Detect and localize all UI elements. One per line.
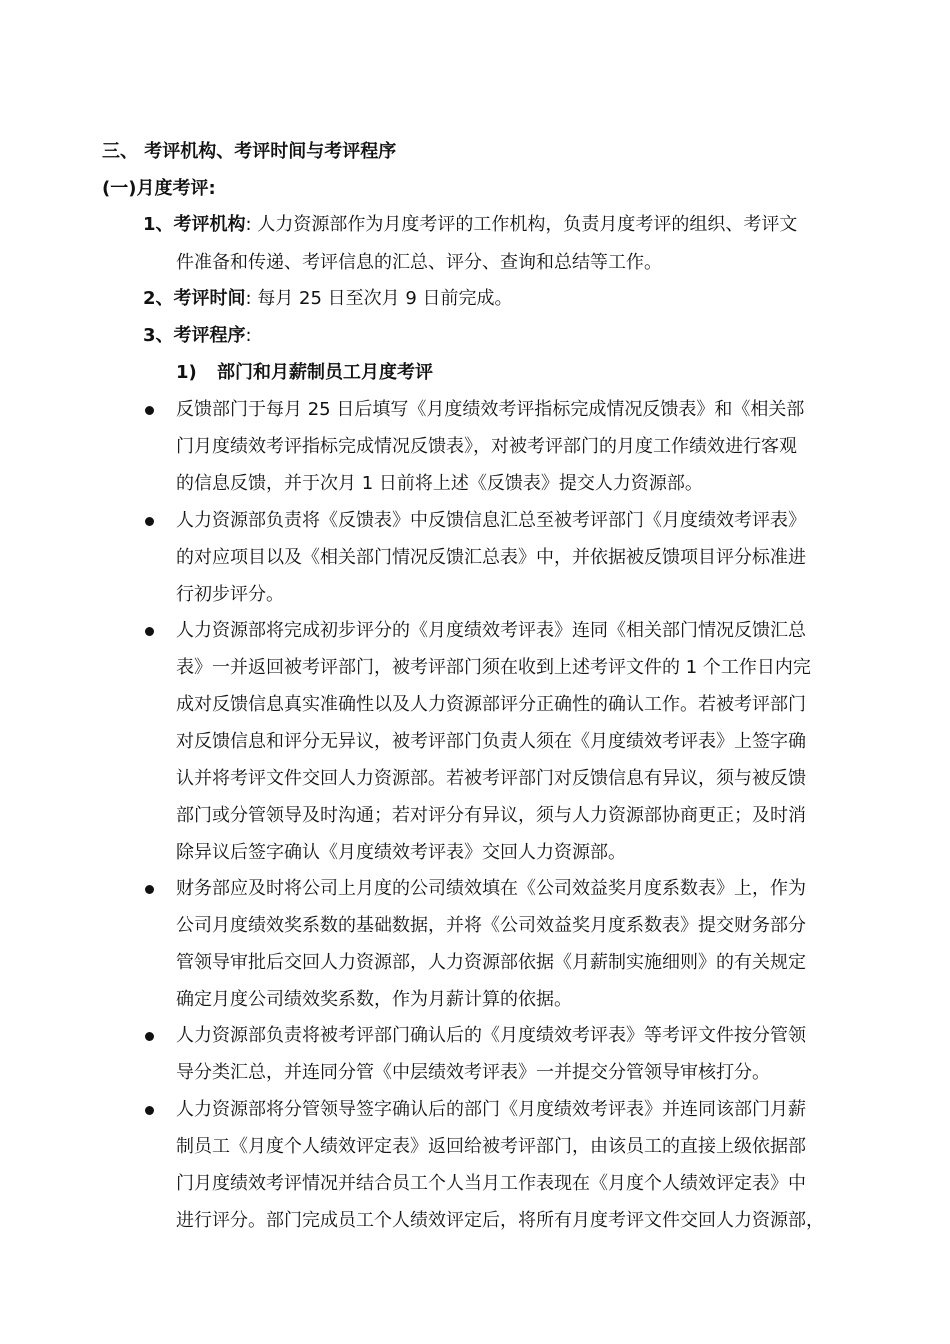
item-text: : 人力资源部作为月度考评的工作机构，负责月度考评的组织、考评文 [245, 214, 798, 235]
item-label: 考评程序 [173, 325, 246, 346]
bullet-paragraph-line: 部门或分管领导及时沟通；若对评分有异议，须与人力资源部协商更正；及时消 [176, 805, 806, 826]
bullet-paragraph-line: 认并将考评文件交回人力资源部。若被考评部门对反馈信息有异议，须与被反馈 [176, 768, 806, 789]
bullet-paragraph-line: 人力资源部将完成初步评分的《月度绩效考评表》连同《相关部门情况反馈汇总 [176, 620, 806, 641]
bullet-paragraph-line: 人力资源部负责将《反馈表》中反馈信息汇总至被考评部门《月度绩效考评表》 [176, 510, 806, 531]
bullet-paragraph-line: 的对应项目以及《相关部门情况反馈汇总表》中，并依据被反馈项目评分标准进 [176, 547, 806, 568]
item-3 [143, 326, 252, 346]
bullet-paragraph-line: 成对反馈信息真实准确性以及人力资源部评分正确性的确认工作。若被考评部门 [176, 694, 806, 715]
section-heading: 三、 考评机构、考评时间与考评程序 [102, 141, 397, 162]
item-1-continuation: 件准备和传递、考评信息的汇总、评分、查询和总结等工作。 [176, 252, 662, 273]
bullet-paragraph-line: 人力资源部将分管领导签字确认后的部门《月度绩效考评表》并连同该部门月薪 [176, 1099, 806, 1120]
bullet-paragraph-line: 门月度绩效考评指标完成情况反馈表》，对被考评部门的月度工作绩效进行客观 [176, 436, 797, 457]
bullet-paragraph-line: 除异议后签字确认《月度绩效考评表》交回人力资源部。 [176, 842, 626, 863]
bullet-paragraph-line: 对反馈信息和评分无异议，被考评部门负责人须在《月度绩效考评表》上签字确 [176, 731, 806, 752]
bullet-icon [145, 885, 154, 894]
bullet-paragraph-line: 门月度绩效考评情况并结合员工个人当月工作表现在《月度个人绩效评定表》中 [176, 1173, 806, 1194]
item-number: 1、 [143, 214, 174, 235]
item-label: 考评机构 [173, 214, 246, 235]
bullet-paragraph-line: 行初步评分。 [176, 584, 284, 605]
sub-item-title: 部门和月薪制员工月度考评 [217, 362, 433, 383]
sub-heading: (一)月度考评: [102, 178, 216, 199]
sub-item-number: 1) [176, 362, 197, 383]
item-1 [143, 215, 797, 235]
bullet-icon [145, 627, 154, 636]
bullet-paragraph-line: 管领导审批后交回人力资源部，人力资源部依据《月薪制实施细则》的有关规定 [176, 952, 806, 973]
item-text: : 每月 25 日至次月 9 日前完成。 [245, 288, 513, 309]
bullet-icon [145, 1032, 154, 1041]
bullet-paragraph-line: 的信息反馈，并于次月 1 日前将上述《反馈表》提交人力资源部。 [176, 473, 703, 494]
bullet-icon [145, 517, 154, 526]
bullet-icon [145, 1106, 154, 1115]
bullet-paragraph-line: 反馈部门于每月 25 日后填写《月度绩效考评指标完成情况反馈表》和《相关部 [176, 399, 805, 420]
item-2 [143, 289, 513, 309]
item-label: 考评时间 [173, 288, 246, 309]
bullet-paragraph-line: 公司月度绩效奖系数的基础数据，并将《公司效益奖月度系数表》提交财务部分 [176, 915, 806, 936]
bullet-paragraph-line: 确定月度公司绩效奖系数，作为月薪计算的依据。 [176, 989, 572, 1010]
bullet-paragraph-line: 财务部应及时将公司上月度的公司绩效填在《公司效益奖月度系数表》上，作为 [176, 878, 806, 899]
bullet-paragraph-line: 制员工《月度个人绩效评定表》返回给被考评部门，由该员工的直接上级依据部 [176, 1136, 806, 1157]
bullet-paragraph-line: 表》一并返回被考评部门，被考评部门须在收到上述考评文件的 1 个工作日内完 [176, 657, 811, 678]
item-text: : [245, 325, 252, 346]
bullet-paragraph-line: 进行评分。部门完成员工个人绩效评定后，将所有月度考评文件交回人力资源部， [176, 1210, 824, 1231]
item-number: 2、 [143, 288, 174, 309]
bullet-icon [145, 406, 154, 415]
bullet-paragraph-line: 导分类汇总，并连同分管《中层绩效考评表》一并提交分管领导审核打分。 [176, 1062, 770, 1083]
item-number: 3、 [143, 325, 174, 346]
bullet-paragraph-line: 人力资源部负责将被考评部门确认后的《月度绩效考评表》等考评文件按分管领 [176, 1025, 806, 1046]
